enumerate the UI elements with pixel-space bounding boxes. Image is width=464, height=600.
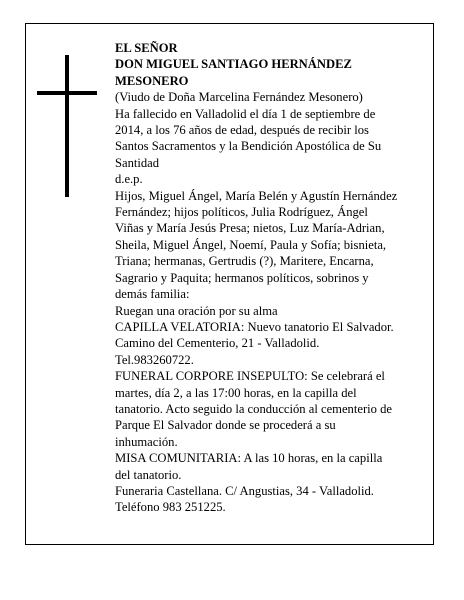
funeral-info: Parque El Salvador donde se procederá a su — [115, 418, 336, 433]
chapel-info: Camino del Cementerio, 21 - Valladolid. — [115, 336, 320, 351]
cross-horizontal-bar — [37, 91, 97, 95]
cross-vertical-bar — [65, 55, 69, 197]
family-list: Viñas y María Jesús Presa; nietos, Luz María-Adrian, — [115, 221, 385, 236]
family-list: Hijos, Miguel Ángel, María Belén y Agustín Hernández — [115, 188, 398, 203]
chapel-info: CAPILLA VELATORIA: Nuevo tanatorio El Salvador. — [115, 319, 394, 334]
funeral-info: FUNERAL CORPORE INSEPULTO: Se celebrará el — [115, 369, 385, 384]
deceased-name-line-2: MESONERO — [115, 73, 189, 88]
prayer-request: Ruegan una oración por su alma — [115, 303, 278, 318]
cross-icon — [37, 55, 97, 197]
funeral-home-phone: Teléfono 983 251225. — [115, 500, 226, 515]
chapel-phone: Tel.983260722. — [115, 352, 194, 367]
family-list: Fernández; hijos políticos, Julia Rodríguez, Ángel — [115, 205, 368, 220]
deceased-name-line-1: DON MIGUEL SANTIAGO HERNÁNDEZ — [115, 57, 352, 72]
heading-title: EL SEÑOR — [115, 41, 178, 55]
death-announcement: Ha fallecido en Valladolid el día 1 de septiembre de — [115, 106, 376, 121]
family-list: Triana; hermanas, Gertrudis (?), Maritere, Encarna, — [115, 254, 374, 269]
death-announcement: 2014, a los 76 años de edad, después de recibir los — [115, 123, 369, 138]
family-list: demás familia: — [115, 287, 190, 302]
funeral-info: martes, día 2, a las 17:00 horas, en la capilla del — [115, 385, 357, 400]
funeral-info: inhumación. — [115, 434, 178, 449]
obituary-text — [115, 40, 425, 516]
family-list: Sagrario y Paquita; hermanos políticos, sobrinos y — [115, 270, 369, 285]
funeral-home-address: Funeraria Castellana. C/ Angustias, 34 - Valladolid. — [115, 483, 374, 498]
funeral-info: tanatorio. Acto seguido la conducción al cementerio de — [115, 401, 392, 416]
widower-note: (Viudo de Doña Marcelina Fernández Mesonero) — [115, 90, 363, 105]
death-announcement: Santos Sacramentos y la Bendición Apostólica de Su — [115, 139, 382, 154]
death-announcement: Santidad — [115, 155, 160, 170]
mass-info: MISA COMUNITARIA: A las 10 horas, en la capilla — [115, 451, 383, 466]
mass-info: del tanatorio. — [115, 467, 182, 482]
rip-abbreviation: d.e.p. — [115, 172, 143, 187]
family-list: Sheila, Miguel Ángel, Noemí, Paula y Sofía; bisnieta, — [115, 237, 387, 252]
